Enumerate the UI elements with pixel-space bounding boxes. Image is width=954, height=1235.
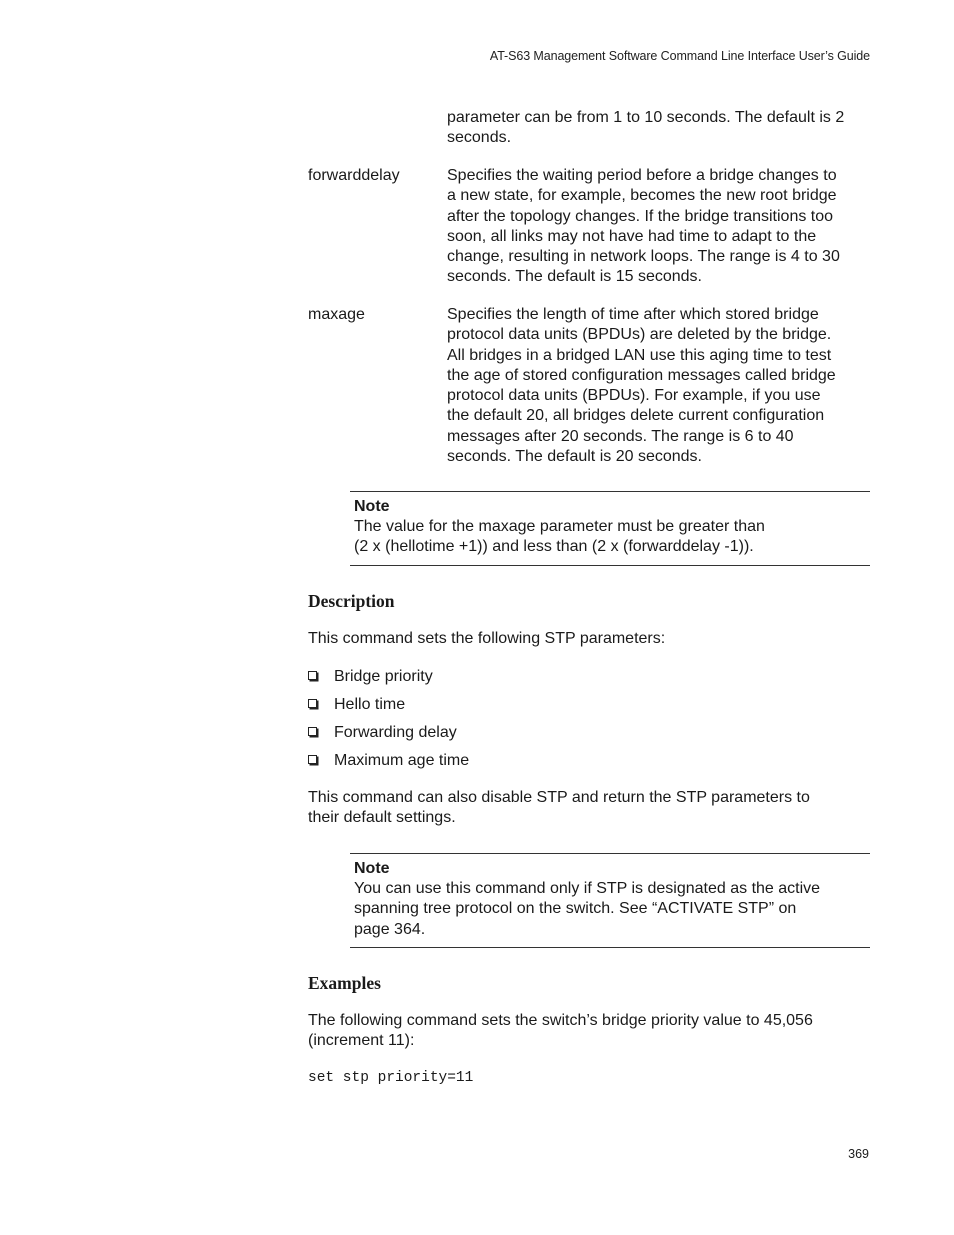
param-description-maxage: Specifies the length of time after which stored bridge protocol data units (BPDUs) are deleted by the bridge. All bridges in a bridged LAN use this aging time to test the age of stored configuration messages called bridge protocol data units (BPDUs). For example, if you use the default 20, all bridges delete current configuration messages after 20 seconds. The range is 6 to 40 seconds. The default is 20 seconds. [447,306,836,466]
description-outro: This command can also disable STP and return the STP parameters to their default settings. [308,789,810,827]
running-header: AT-S63 Management Software Command Line Interface User’s Guide [489,49,870,63]
checkbox-bullet-icon [308,755,317,764]
checkbox-bullet-icon [308,671,317,680]
note-title: Note [354,860,390,877]
note-text: You can use this command only if STP is designated as the active spanning tree protocol on the switch. See “ACTIVATE STP” on page 364. [354,880,821,938]
section-heading-examples: Examples [308,973,381,993]
bullet-item: Hello time [308,695,405,715]
bullet-item: Bridge priority [308,667,433,687]
checkbox-bullet-icon [308,699,317,708]
bullet-item: Forwarding delay [308,723,457,743]
note-text: The value for the maxage parameter must be greater than (2 x (hellotime +1)) and less than (2 x (forwarddelay -1)). [354,518,765,556]
code-example: set stp priority=11 [308,1070,474,1086]
note-box-activate-stp [350,853,870,948]
param-name-forwarddelay: forwarddelay [308,167,400,184]
checkbox-bullet-icon [308,727,317,736]
continued-param-description: parameter can be from 1 to 10 seconds. The default is 2 seconds. [447,109,845,147]
section-heading-description: Description [308,591,395,611]
param-name-maxage: maxage [308,306,365,323]
note-title: Note [354,498,390,515]
bullet-item: Maximum age time [308,751,469,771]
examples-text: The following command sets the switch’s bridge priority value to 45,056 (increment 11): [308,1012,813,1050]
param-description-forwarddelay: Specifies the waiting period before a bridge changes to a new state, for example, becomes the new root bridge after the topology changes. If the bridge transitions too soon, all links may not have had time to adapt to the change, resulting in network loops. The range is 4 to 30 seconds. The default is 15 seconds. [447,167,840,286]
page-number: 369 [848,1147,869,1161]
note-box-maxage [350,491,870,566]
description-intro: This command sets the following STP parameters: [308,630,666,647]
